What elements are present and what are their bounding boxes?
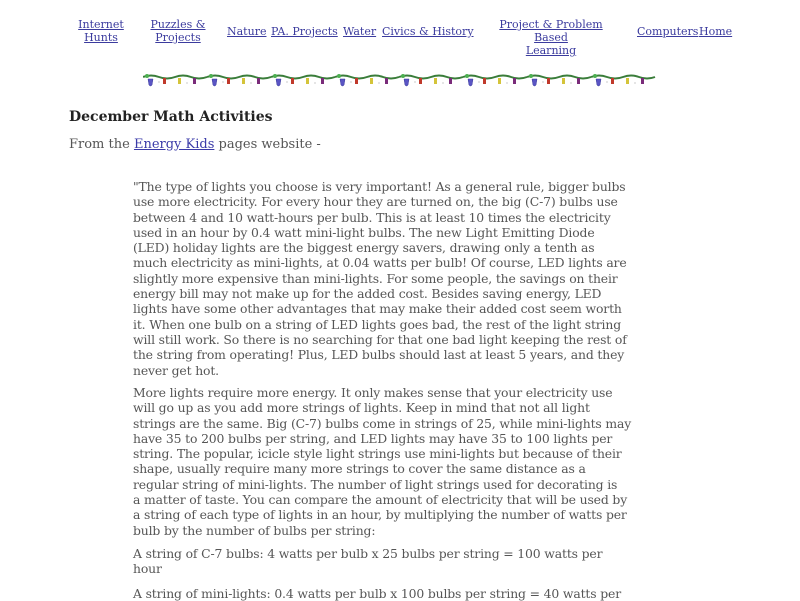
- nav-civics-history[interactable]: Civics & History: [382, 25, 474, 38]
- nav-nature[interactable]: Nature: [227, 25, 267, 38]
- christmas-lights-icon: [143, 73, 658, 93]
- energy-kids-link[interactable]: Energy Kids: [133, 137, 215, 152]
- nav-computers[interactable]: Computers: [637, 25, 699, 38]
- quote-paragraph-1: "The type of lights you choose is very important! As a general rule, bigger bulbs use more electricity. For every hour they are turned on, the big (C-7) bulbs use between 4 and 10 watt-hours per bulb. This is at least 10 times the electricity used in an hour by 0.4 watt mini-light bulbs. The new Light Emitting Diode (LED) holiday lights are the biggest energy savers, drawing only a tenth as much electricity as mini-lights, at 0.04 watts per bulb! Of course, LED lights are slightly more expensive than mini-lights. For some people, the savings on their energy bill may not make up for the added cost. Besides saving energy, LED lights have some other advantages that may make their added cost seem worth it. When one bulb on a string of LED lights goes bad, the rest of the light string will still work. So there is no searching for that one bad light keeping the rest of the string from operating! Plus, LED bulbs should last at least 5 years, and they never get hot.: [133, 179, 627, 378]
- nav-puzzles-projects[interactable]: Puzzles & Projects: [150, 18, 206, 44]
- c7-calculation: A string of C-7 bulbs: 4 watts per bulb x 25 bulbs per string = 100 watts per hour: [133, 546, 603, 577]
- nav-water[interactable]: Water: [343, 25, 377, 38]
- source-line: From the Energy Kids pages website -: [69, 137, 321, 152]
- top-navigation: [0, 18, 800, 57]
- mini-lights-calculation: A string of mini-lights: 0.4 watts per bulb x 100 bulbs per string = 40 watts per: [133, 586, 621, 601]
- nav-project-problem-based-learning[interactable]: Project & Problem Based Learning: [499, 18, 603, 57]
- christmas-lights-divider-image: [143, 73, 658, 93]
- nav-home[interactable]: Home: [699, 25, 733, 38]
- page-title: December Math Activities: [69, 109, 273, 125]
- nav-pa-projects[interactable]: PA. Projects: [271, 25, 338, 38]
- quote-paragraph-2: More lights require more energy. It only makes sense that your electricity use will go up as you add more strings of lights. Keep in mind that not all light strings are the same. Big (C-7) bulbs come in strings of 25, while mini-lights may have 35 to 200 bulbs per string, and LED lights may have 35 to 100 lights per string. The popular, icicle style light strings use mini-lights but because of their shape, usually require many more strings to cover the same distance as a regular string of mini-lights. The number of light strings used for decorating is a matter of taste. You can compare the amount of electricity that will be used by a string of each type of lights in an hour, by multiplying the number of watts per bulb by the number of bulbs per string:: [133, 385, 632, 538]
- nav-internet-hunts[interactable]: Internet Hunts: [78, 18, 124, 44]
